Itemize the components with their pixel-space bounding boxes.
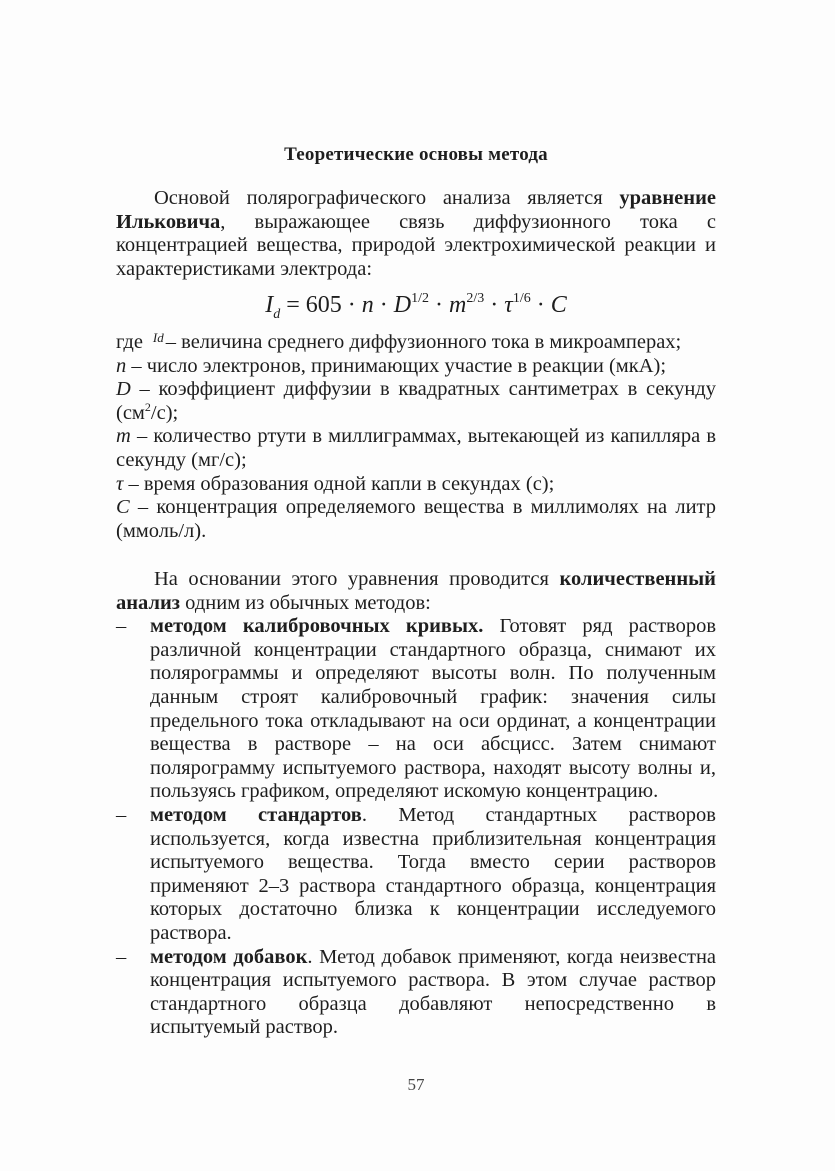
list-dash: – (116, 945, 127, 968)
def-n: n – число электронов, принимающих участие в реакции (мкА); (116, 354, 667, 377)
list-dash: – (116, 615, 127, 638)
ilkovic-equation (116, 284, 716, 330)
formula-eq: = 605 · (280, 292, 362, 318)
formula-D: D (393, 292, 412, 318)
def-D: D – коэффициент диффузии в квадратных сантиметрах в секунду $(см^2/с)$; (116, 378, 716, 424)
formula-C: C (550, 292, 567, 318)
methods-list (116, 615, 716, 1040)
def-C: C – концентрация определяемого вещества в миллимолях на литр (ммоль/л). (116, 496, 716, 542)
list-item-additions (116, 946, 716, 1040)
list-dash: – (116, 803, 127, 826)
intro-text-2: , выражающее связь диффузионного тока с концентрацией вещества, природой электрохимической реакции и характеристиками электрода: (116, 210, 716, 280)
formula-tau-exponent: 1/6 (512, 291, 531, 306)
formula-dot-3: · (484, 292, 505, 318)
intro-bold-term: уравнение Ильковича (116, 187, 716, 233)
intro-text-1: Основой полярографического анализа является (154, 187, 620, 209)
formula-lhs: I (265, 292, 274, 318)
method-description: . Метод добавок применяют, когда неизвестна концентрация испытуемого раствора. В этом случае раствор стандартного образца добавляют непосредственно в испытуемый раствор. (150, 945, 717, 1039)
method-name: методом калибровочных кривых. (150, 615, 484, 638)
list-item-calibration (116, 615, 716, 804)
quantitative-analysis-section (116, 568, 716, 1040)
formula-tau: τ (504, 292, 513, 318)
formula-dot-1: · (373, 292, 394, 318)
method-description: Готовят ряд растворов различной концентрации стандартного образца, снимают их полярограммы и определяют высоты волн. По полученным данным строят калибровочный график: значения силы предельного тока откладывают на оси ординат, а концентрации вещества в растворе – на оси абсцисс. Затем снимают полярограмму испытуемого раствора, находят высоту волны и, пользуясь графиком, определяют искомую концентрацию. (150, 615, 717, 803)
method-name: методом добавок (150, 945, 308, 968)
formula-n: n (361, 292, 374, 318)
list-item-standards (116, 804, 716, 946)
section-title: Теоретические основы метода (284, 144, 548, 165)
page-number: 57 (407, 1075, 425, 1094)
formula-lhs-sub: d (273, 307, 281, 322)
quant-bold-term: количественный анализ (116, 568, 716, 614)
formula-dot-2: · (429, 292, 450, 318)
formula-dot-4: · (530, 292, 551, 318)
formula-m-exponent: 2/3 (466, 291, 485, 306)
method-description: . Метод стандартных растворов используется, когда известна приблизительная концентрация испытуемого вещества. Тогда вместо серии растворов применяют 2–3 раствора стандартного образца, концентрация которых достаточно близка к концентрации исследуемого раствора. (150, 803, 716, 944)
def-id-symbol: Id (152, 330, 164, 345)
variable-definitions (116, 326, 716, 543)
def-tau: τ – время образования одной капли в секундах (с); (116, 472, 555, 495)
formula-m: m (449, 292, 467, 318)
def-id: где $^{Id}$– величина среднего диффузионного тока в микроамперах; (116, 330, 682, 353)
intro-paragraph (116, 187, 716, 281)
formula-D-exponent: 1/2 (411, 291, 430, 306)
method-name: методом стандартов (150, 803, 362, 826)
def-m: m – количество ртути в миллиграммах, вытекающей из капилляра в секунду (мг/с); (116, 425, 716, 471)
quant-paragraph: На основании этого уравнения проводится количественный анализ одним из обычных методов: (116, 568, 716, 614)
